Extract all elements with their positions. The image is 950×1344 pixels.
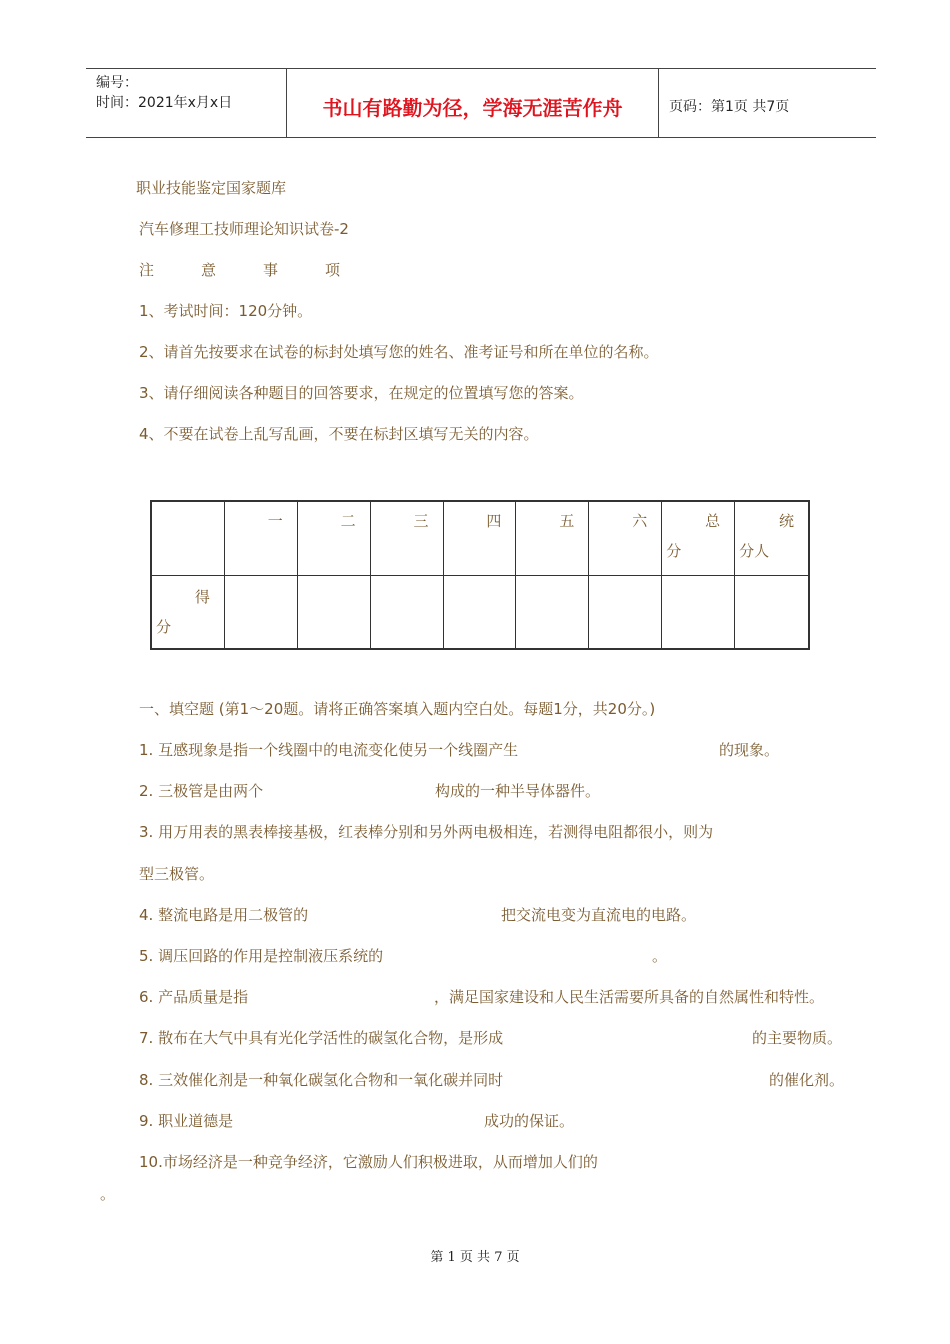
question-10-tail: 。: [100, 1185, 116, 1203]
notice-char: 注: [139, 261, 155, 279]
question-8-tail: 的催化剂。: [769, 1071, 845, 1089]
notice-char: 意: [201, 261, 217, 279]
header-cell: [371, 502, 444, 576]
score-cell[interactable]: [444, 576, 517, 648]
section-heading: 一、填空题 (第1～20题。请将正确答案填入题内空白处。每题1分，共20分。): [139, 700, 656, 718]
header-cell: [589, 502, 662, 576]
question-4-tail: 把交流电变为直流电的电路。: [501, 906, 697, 924]
question-5-tail: 。: [652, 947, 668, 965]
question-5-text: 5. 调压回路的作用是控制液压系统的: [139, 947, 384, 965]
question-3-text: 3. 用万用表的黑表棒接基极，红表棒分别和另外两电极相连，若测得电阻都很小，则为: [139, 823, 714, 841]
header-table: [86, 68, 876, 138]
number-label: 编号：: [96, 75, 138, 91]
score-cell[interactable]: [298, 576, 371, 648]
question-3-tail: 型三极管。: [139, 865, 215, 883]
notice-char: 事: [263, 261, 279, 279]
note-item: 3、请仔细阅读各种题目的回答要求，在规定的位置填写您的答案。: [139, 384, 584, 402]
header-cell: [516, 502, 589, 576]
note-item: 2、请首先按要求在试卷的标封处填写您的姓名、准考证号和所在单位的名称。: [139, 343, 659, 361]
header-cell-scorer: [735, 502, 808, 576]
score-cell[interactable]: [371, 576, 444, 648]
question-2-text: 2. 三极管是由两个: [139, 782, 264, 800]
score-table: [150, 500, 810, 650]
header-cell: [298, 502, 371, 576]
score-cell[interactable]: [589, 576, 662, 648]
question-7-text: 7. 散布在大气中具有光化学活性的碳氢化合物，是形成: [139, 1029, 504, 1047]
question-1-text: 1. 互感现象是指一个线圈中的电流变化使另一个线圈产生: [139, 741, 519, 759]
header-info-cell: [86, 69, 287, 137]
scorer-label-part1: 统: [778, 512, 794, 530]
scorer-label-part2: 分人: [739, 542, 770, 560]
page-label: 页码：第1页 共7页: [669, 99, 790, 115]
question-9-text: 9. 职业道德是: [139, 1112, 234, 1130]
note-item: 1、考试时间：120分钟。: [139, 302, 313, 320]
header-label: 一: [267, 512, 283, 530]
score-label-part2: 分: [156, 618, 172, 636]
note-item: 4、不要在试卷上乱写乱画，不要在标封区填写无关的内容。: [139, 425, 539, 443]
question-2-tail: 构成的一种半导体器件。: [435, 782, 601, 800]
motto: 书山有路勤为径，学海无涯苦作舟: [287, 69, 659, 137]
notice-char: 项: [325, 261, 341, 279]
question-8-text: 8. 三效催化剂是一种氧化碳氢化合物和一氧化碳并同时: [139, 1071, 504, 1089]
header-label: 四: [486, 512, 502, 530]
question-bank: 职业技能鉴定国家题库: [136, 179, 287, 197]
question-1-tail: 的现象。: [719, 741, 780, 759]
question-10-text: 10.市场经济是一种竞争经济，它激励人们积极进取，从而增加人们的: [139, 1153, 598, 1171]
header-label: 三: [413, 512, 429, 530]
header-label: 二: [340, 512, 356, 530]
score-cell[interactable]: [225, 576, 298, 648]
score-row-label: [152, 576, 225, 648]
score-cell[interactable]: [735, 576, 808, 648]
question-6-text: 6. 产品质量是指: [139, 988, 249, 1006]
question-4-text: 4. 整流电路是用二极管的: [139, 906, 309, 924]
paper-title: 汽车修理工技师理论知识试卷-2: [139, 220, 349, 238]
question-9-tail: 成功的保证。: [484, 1112, 575, 1130]
header-cell: [444, 502, 517, 576]
header-cell-blank: [152, 502, 225, 576]
header-label: 六: [632, 512, 648, 530]
header-label: 五: [559, 512, 575, 530]
total-label-part1: 总: [705, 512, 721, 530]
notice-heading: [139, 260, 387, 280]
time-label: 时间：2021年x月x日: [96, 95, 233, 111]
score-label-part1: 得: [194, 588, 210, 606]
score-cell[interactable]: [516, 576, 589, 648]
total-label-part2: 分: [666, 542, 682, 560]
question-7-tail: 的主要物质。: [752, 1029, 843, 1047]
header-cell-total: [662, 502, 735, 576]
question-6-tail: ，满足国家建设和人民生活需要所具备的自然属性和特性。: [434, 988, 825, 1006]
score-cell[interactable]: [662, 576, 735, 648]
header-cell: [225, 502, 298, 576]
page-footer: 第 1 页 共 7 页: [430, 1250, 520, 1265]
